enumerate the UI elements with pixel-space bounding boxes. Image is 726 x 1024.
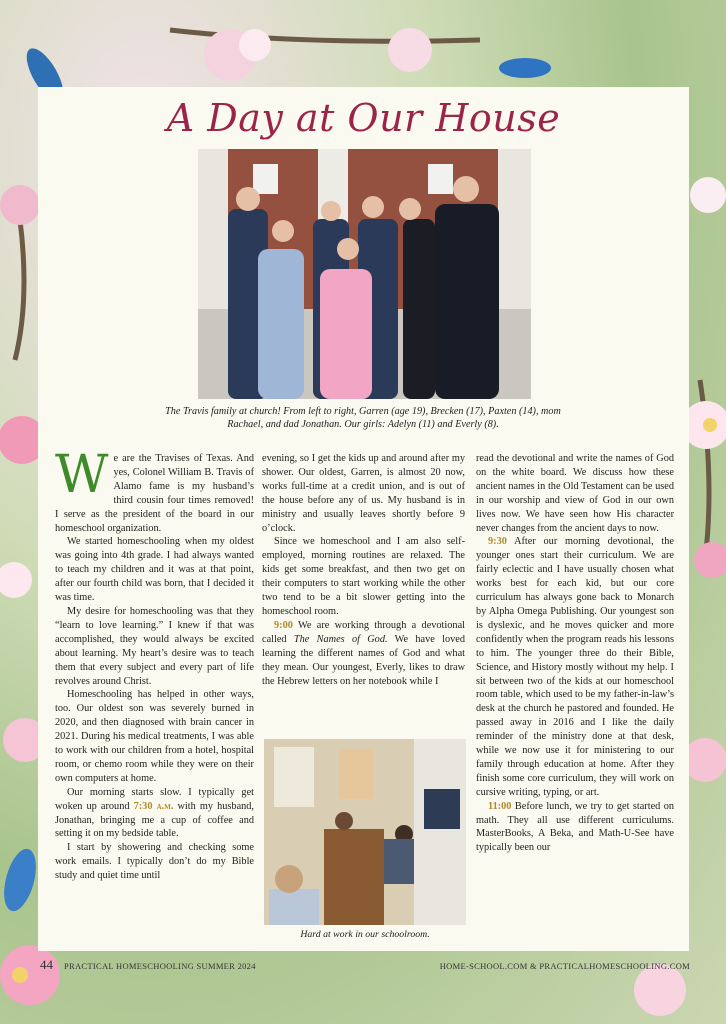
paragraph: Since we homeschool and I am also self-employed, morning routines are relaxed. The kids get some breakfast, and then two get on their computers to start working while the other two tend to be a bit slower getting into the homeschool room. (262, 536, 465, 617)
paragraph: We are the Travises of Texas. And yes, Colonel William B. Travis of Alamo fame is my husband’s third cousin four times removed! I serve as the president of the board in our homeschool organization. (55, 445, 254, 534)
time-stamp: 9:30 (488, 536, 507, 548)
schoolroom-photo (264, 739, 466, 925)
article-title: A Day at Our House (166, 96, 561, 140)
paragraph: Homeschooling has helped in other ways, too. Our oldest son was severely burned in 2020, and then diagnosed with brain cancer in 2021. During his medical treatments, I was able to work with our children from a hotel, hospital room, or chemo room while they were on their own computers at home. (55, 689, 254, 784)
family-photo (198, 149, 531, 399)
paragraph: 9:30 After our morning devotional, the younger ones start their curriculum. We are fairly eclectic and I have usually chosen what works best for each kid, but our core curriculum has always gone back to Monarch by Alpha Omega Publishing. Our youngest son is dyslexic, and he moves quicker and more confidently when the program reads his lessons to him. The younger three do their Bible, Science, and History mostly without my help. I sit between two of the kids at our homeschool room table, which used to be my father-in-law’s desk at the church he pastored and founded. He passed away in 2016 and I like the daily reminder of the ministry done at that desk, while we now use it for ministering to our family through education at home. After they finish some core curriculum, they will work on cursive writing, typing, or art. (476, 536, 674, 798)
page-number: 44 (40, 957, 53, 972)
paragraph: Our morning starts slow. I typically get woken up around 7:30 a.m. with my husband, Jonathan, bringing me a cup of coffee and setting it on my bedside table. (55, 786, 255, 840)
time-stamp: 7:30 (133, 800, 153, 812)
time-stamp: 9:00 (274, 619, 293, 631)
paragraph: 9:00 We are working through a devotional called The Names of God. We have loved learning the different names of God and what they mean. Our youngest, Everly, likes to draw the Hebrew letters on her notebook while I (262, 619, 466, 687)
article-column-1 (55, 445, 255, 883)
article-column-2 (262, 452, 465, 688)
paragraph: I start by showering and checking some work emails. I typically don’t do my Bible study and quiet time until (55, 842, 254, 882)
paragraph: evening, so I get the kids up and around after my shower. Our oldest, Garren, is almost 20 now, works full-time at a credit union, and is out of the house before any of us. My husband is in ministry and usually leaves shortly before 9 o’clock. (262, 453, 465, 534)
paragraph: We started homeschooling when my oldest was going into 4th grade. I had always wanted to teach my children and it was at that point, after our fourth child was born, that I decided it was time. (55, 536, 254, 604)
paragraph: read the devotional and write the names of God on the white board. We discuss how these ancient names in the Old Testament can be used in our worship and view of God in our own lives now. We have seen how His character never changes from the ancient days to now. (476, 453, 674, 534)
drop-cap: W (55, 445, 109, 505)
article-column-3 (476, 452, 674, 855)
schoolroom-photo-caption: Hard at work in our schoolroom. (300, 929, 430, 940)
family-photo-illustration (198, 149, 531, 399)
paragraph: My desire for homeschooling was that they “learn to love learning.” I knew if that was accomplished, they would always be excited about learning. My heart’s desire was to teach them that every subject and every part of life revolves around Christ. (55, 605, 254, 687)
magazine-issue: PRACTICAL HOMESCHOOLING SUMMER 2024 (64, 961, 256, 971)
schoolroom-photo-illustration (264, 739, 466, 925)
time-stamp: 11:00 (488, 800, 512, 812)
website-link[interactable]: HOME-SCHOOL.COM & PRACTICALHOMESCHOOLING.COM (439, 961, 690, 971)
page-footer (40, 957, 690, 974)
paragraph: 11:00 Before lunch, we try to get started on math. They all use different curriculums. MasterBooks, A Beka, and Math-U-See have typically been our (476, 800, 675, 854)
family-photo-caption: The Travis family at church! From left to right, Garren (age 19), Brecken (17), Paxten (14), mom Rachael, and dad Jonathan. Our girls: Adelyn (11) and Everly (8). (165, 406, 561, 430)
